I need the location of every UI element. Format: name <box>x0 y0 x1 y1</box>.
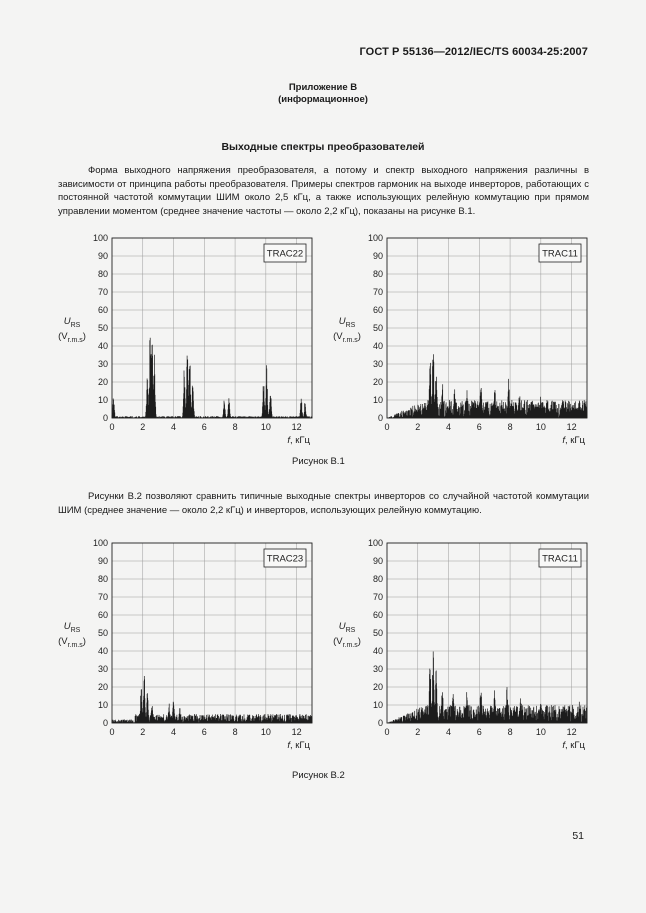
x-axis-label: f, кГц <box>562 740 585 751</box>
x-tick-label: 12 <box>291 727 302 737</box>
y-tick-label: 90 <box>97 556 108 566</box>
y-axis-label: $U_{RS}$ <box>63 621 81 634</box>
y-tick-label: 100 <box>92 538 108 548</box>
x-tick-label: 0 <box>109 727 115 737</box>
y-tick-label: 40 <box>372 646 383 656</box>
y-tick-label: 80 <box>372 269 383 279</box>
legend-label: TRAC11 <box>542 248 578 260</box>
chart-trac11-fig1 <box>325 230 600 450</box>
x-tick-label: 12 <box>566 727 577 737</box>
x-tick-label: 4 <box>171 727 177 737</box>
x-axis-label: f, кГц <box>287 435 310 446</box>
x-tick-label: 2 <box>140 727 146 737</box>
x-tick-label: 0 <box>109 422 115 432</box>
y-tick-label: 60 <box>97 305 108 315</box>
y-tick-label: 80 <box>97 574 108 584</box>
y-tick-label: 30 <box>372 664 383 674</box>
x-tick-label: 8 <box>232 422 238 432</box>
y-tick-label: 50 <box>372 323 383 333</box>
y-tick-label: 90 <box>372 251 383 261</box>
y-tick-label: 10 <box>97 700 108 710</box>
x-tick-label: 0 <box>384 422 390 432</box>
spectrum-trace <box>112 338 312 418</box>
y-tick-label: 80 <box>372 574 383 584</box>
y-tick-label: 70 <box>97 592 108 602</box>
y-tick-label: 10 <box>372 700 383 710</box>
y-tick-label: 20 <box>97 682 108 692</box>
y-tick-label: 0 <box>377 718 383 728</box>
x-tick-label: 4 <box>446 727 452 737</box>
x-axis-label: f, кГц <box>287 740 310 751</box>
paragraph-2 <box>58 490 589 517</box>
chart-trac23 <box>50 535 325 755</box>
y-tick-label: 0 <box>377 413 383 423</box>
y-tick-label: 60 <box>97 610 108 620</box>
y-tick-label: 70 <box>372 287 383 297</box>
y-tick-label: 20 <box>372 682 383 692</box>
paragraph-1-text: Форма выходного напряжения преобразователя, а потому и спектр выходного напряжения различны в зависимости от принципа работы преобразователя. Примеры спектров гармоник на выходе инверторов, работающих с постоянной частотой коммутации ШИМ около 2,5 кГц, а также использующих релейную коммутацию при прямом управлении моментом (среднее значение частоты — около 2,2 кГц), показаны на рисунке В.1. <box>58 165 589 217</box>
x-tick-label: 10 <box>260 422 271 432</box>
y-tick-label: 30 <box>97 359 108 369</box>
x-tick-label: 6 <box>476 422 482 432</box>
figure-1-caption: Рисунок В.1 <box>292 456 345 467</box>
y-tick-label: 30 <box>372 359 383 369</box>
y-tick-label: 20 <box>372 377 383 387</box>
x-tick-label: 8 <box>507 727 513 737</box>
y-tick-label: 50 <box>372 628 383 638</box>
y-tick-label: 10 <box>372 395 383 405</box>
appendix-title: Приложение В <box>288 82 358 93</box>
y-axis-label: $U_{RS}$ <box>338 621 356 634</box>
section-title: Выходные спектры преобразователей <box>221 141 425 153</box>
y-tick-label: 90 <box>97 251 108 261</box>
chart-trac22 <box>50 230 325 450</box>
y-tick-label: 80 <box>97 269 108 279</box>
y-axis-unit: $(V_{r.m.s})$ <box>333 331 361 344</box>
y-tick-label: 10 <box>97 395 108 405</box>
y-tick-label: 50 <box>97 323 108 333</box>
x-tick-label: 10 <box>535 422 546 432</box>
x-axis-label: f, кГц <box>562 435 585 446</box>
y-tick-label: 60 <box>372 610 383 620</box>
y-tick-label: 70 <box>372 592 383 602</box>
y-tick-label: 50 <box>97 628 108 638</box>
legend-label: TRAC11 <box>542 553 578 565</box>
paragraph-1 <box>58 164 589 218</box>
x-tick-label: 12 <box>291 422 302 432</box>
x-tick-label: 4 <box>446 422 452 432</box>
x-tick-label: 6 <box>201 727 207 737</box>
spectrum-trace <box>112 676 312 723</box>
figure-2-caption: Рисунок В.2 <box>292 770 345 781</box>
y-tick-label: 20 <box>97 377 108 387</box>
legend-label: TRAC23 <box>266 553 304 565</box>
x-tick-label: 2 <box>415 422 421 432</box>
paragraph-2-text: Рисунки В.2 позволяют сравнить типичные выходные спектры инверторов со случайной частотой коммутации ШИМ (среднее значение — около 2,2 кГц) и инверторов, использующих релейную коммутацию. <box>58 491 589 516</box>
standard-header: ГОСТ Р 55136—2012/IEC/TS 60034-25:2007 <box>359 46 588 58</box>
y-tick-label: 100 <box>92 233 108 243</box>
y-tick-label: 60 <box>372 305 383 315</box>
x-tick-label: 6 <box>476 727 482 737</box>
y-tick-label: 40 <box>97 341 108 351</box>
y-tick-label: 40 <box>372 341 383 351</box>
y-axis-unit: $(V_{r.m.s})$ <box>58 331 86 344</box>
chart-trac11-fig2 <box>325 535 600 755</box>
y-tick-label: 0 <box>102 413 108 423</box>
y-tick-label: 40 <box>97 646 108 656</box>
x-tick-label: 10 <box>260 727 271 737</box>
y-axis-label: $U_{RS}$ <box>63 316 81 329</box>
y-tick-label: 100 <box>367 233 383 243</box>
y-axis-unit: $(V_{r.m.s})$ <box>58 636 86 649</box>
x-tick-label: 12 <box>566 422 577 432</box>
x-tick-label: 2 <box>415 727 421 737</box>
y-tick-label: 70 <box>97 287 108 297</box>
x-tick-label: 6 <box>201 422 207 432</box>
x-tick-label: 4 <box>171 422 177 432</box>
y-tick-label: 0 <box>102 718 108 728</box>
x-tick-label: 8 <box>232 727 238 737</box>
appendix-note: (информационное) <box>278 94 368 105</box>
y-axis-unit: $(V_{r.m.s})$ <box>333 636 361 649</box>
y-tick-label: 90 <box>372 556 383 566</box>
page-number: 51 <box>572 830 584 842</box>
x-tick-label: 0 <box>384 727 390 737</box>
legend-label: TRAC22 <box>266 248 304 260</box>
y-axis-label: $U_{RS}$ <box>338 316 356 329</box>
y-tick-label: 30 <box>97 664 108 674</box>
y-tick-label: 100 <box>367 538 383 548</box>
x-tick-label: 2 <box>140 422 146 432</box>
x-tick-label: 10 <box>535 727 546 737</box>
x-tick-label: 8 <box>507 422 513 432</box>
